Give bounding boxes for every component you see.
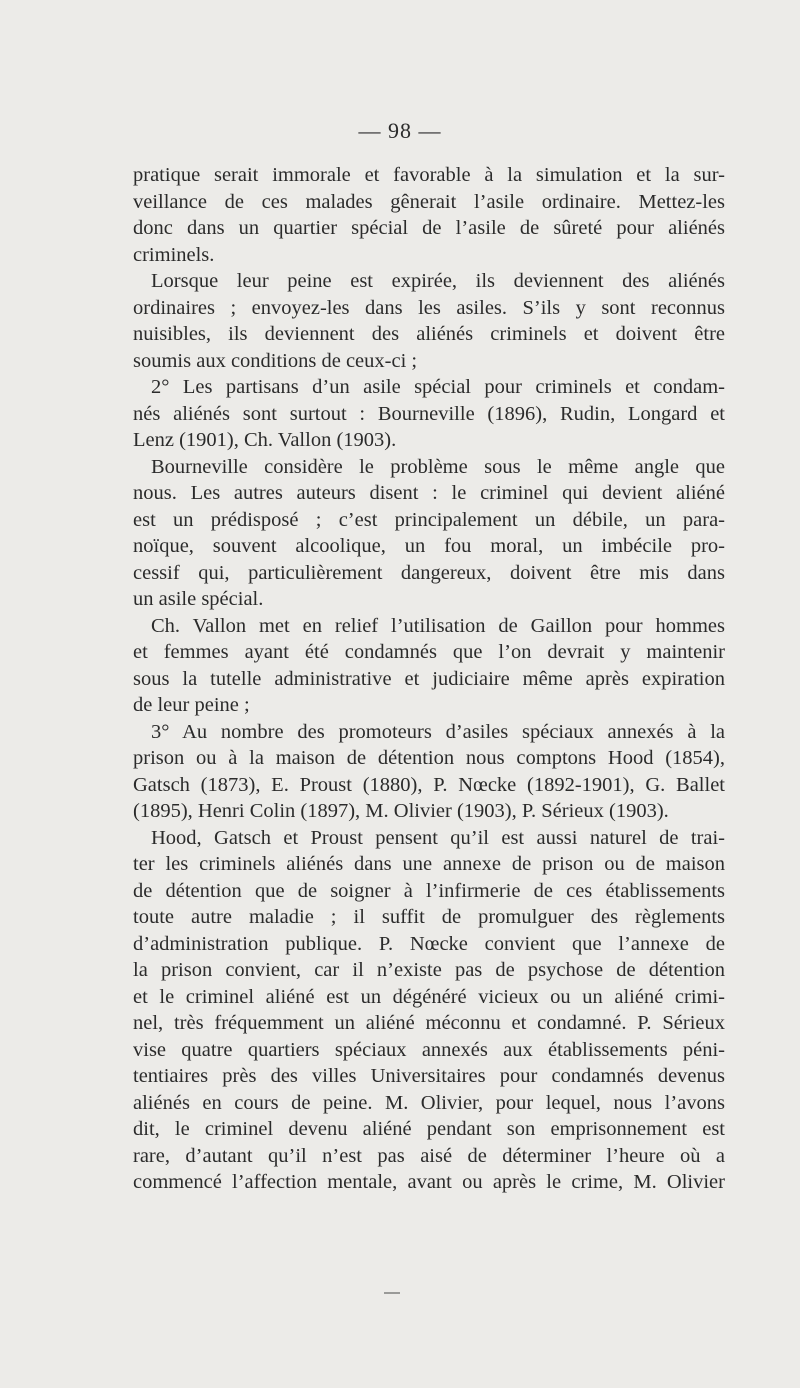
text-line: Lorsque leur peine est expirée, ils deviennent des aliénés (151, 270, 725, 292)
text-line: de leur peine ; (133, 694, 250, 716)
text-line: est un prédisposé ; c’est principalement un débile, un para- (133, 508, 725, 531)
text-line: criminels. (133, 243, 215, 266)
text-line: pratique serait immorale et favorable à la simulation et la sur- (133, 164, 725, 186)
text-line: de détention que de soigner à l’infirmerie de ces établissements (133, 879, 725, 902)
text-line: ter les criminels aliénés dans une annexe de prison ou de maison (133, 853, 725, 875)
text-line: Gatsch (1873), E. Proust (1880), P. Nœcke (1892-1901), G. Ballet (133, 773, 725, 796)
body-text (133, 162, 725, 1196)
text-line: nuisibles, ils deviennent des aliénés criminels et doivent être (133, 323, 725, 345)
text-line: aliénés en cours de peine. M. Olivier, pour lequel, nous l’avons (133, 1091, 725, 1114)
text-line: toute autre maladie ; il suffit de promulguer des règlements (133, 906, 725, 928)
text-line: soumis aux conditions de ceux-ci ; (133, 349, 418, 372)
text-line: la prison convient, car il n’existe pas de psychose de détention (133, 959, 725, 981)
printer-mark (384, 1292, 400, 1294)
text-line: 2° Les partisans d’un asile spécial pour criminels et condam- (151, 376, 725, 398)
text-line: 3° Au nombre des promoteurs d’asiles spéciaux annexés à la (151, 720, 725, 743)
text-line: et le criminel aliéné est un dégénéré vicieux ou un aliéné crimi- (133, 985, 725, 1008)
text-line: (1895), Henri Colin (1897), M. Olivier (1903), P. Sérieux (1903). (133, 800, 669, 822)
text-line: dit, le criminel devenu aliéné pendant son emprisonnement est (133, 1118, 725, 1140)
text-line: rare, d’autant qu’il n’est pas aisé de déterminer l’heure où a (133, 1144, 725, 1167)
text-line: nés aliénés sont surtout : Bourneville (1896), Rudin, Longard et (133, 402, 725, 425)
text-line: et femmes ayant été condamnés que l’on devrait y maintenir (133, 641, 725, 663)
text-line: vise quatre quartiers spéciaux annexés aux établissements péni- (133, 1038, 725, 1061)
text-line: d’administration publique. P. Nœcke convient que l’annexe de (133, 932, 725, 955)
text-line: Hood, Gatsch et Proust pensent qu’il est aussi naturel de trai- (151, 826, 725, 849)
text-line: noïque, souvent alcoolique, un fou moral, un imbécile pro- (133, 535, 725, 557)
text-line: sous la tutelle administrative et judiciaire même après expiration (133, 667, 725, 690)
text-line: prison ou à la maison de détention nous comptons Hood (1854), (133, 747, 725, 769)
text-line: nel, très fréquemment un aliéné méconnu et condamné. P. Sérieux (133, 1012, 725, 1034)
page-number: — 98 — (358, 118, 442, 143)
text-line: un asile spécial. (133, 588, 264, 610)
text-line: nous. Les autres auteurs disent : le criminel qui devient aliéné (133, 482, 725, 504)
text-line: donc dans un quartier spécial de l’asile de sûreté pour aliénés (133, 217, 725, 239)
text-line: cessif qui, particulièrement dangereux, doivent être mis dans (133, 561, 725, 584)
text-line: veillance de ces malades gênerait l’asile ordinaire. Mettez-les (133, 190, 725, 213)
text-line: Ch. Vallon met en relief l’utilisation de Gaillon pour hommes (151, 614, 725, 637)
text-line: Bourneville considère le problème sous le même angle que (151, 455, 725, 478)
text-line: Lenz (1901), Ch. Vallon (1903). (133, 429, 397, 451)
text-line: ordinaires ; envoyez-les dans les asiles. S’ils y sont reconnus (133, 296, 725, 319)
text-line: tentiaires près des villes Universitaires pour condamnés devenus (133, 1065, 725, 1087)
text-line: commencé l’affection mentale, avant ou après le crime, M. Olivier (133, 1171, 725, 1193)
